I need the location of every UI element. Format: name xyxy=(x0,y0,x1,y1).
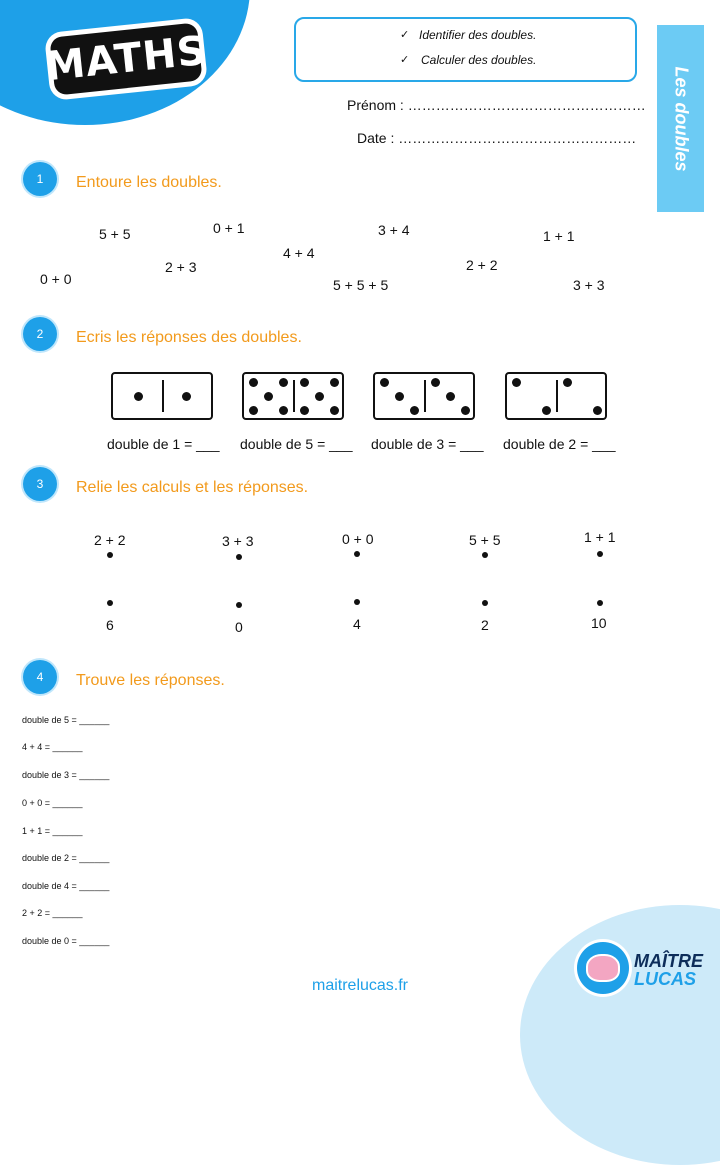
match-dot[interactable] xyxy=(236,602,242,608)
ex1-item[interactable]: 1 + 1 xyxy=(543,228,575,244)
domino-divider xyxy=(293,380,295,412)
domino-dot xyxy=(300,378,309,387)
domino-answer[interactable]: double de 5 = ___ xyxy=(240,436,353,452)
objectives-box xyxy=(294,17,637,82)
logo-line-1: MAÎTRE xyxy=(634,951,703,971)
side-tab-title: Les doubles xyxy=(671,65,691,172)
domino xyxy=(242,372,344,420)
domino-dot xyxy=(446,392,455,401)
section-title: Ecris les réponses des doubles. xyxy=(76,329,302,346)
exercise-line[interactable]: double de 5 = ______ xyxy=(22,715,110,725)
section-number: 2 xyxy=(23,317,57,351)
match-answer: 2 xyxy=(481,617,489,633)
domino xyxy=(505,372,607,420)
domino-divider xyxy=(424,380,426,412)
match-answer: 6 xyxy=(106,617,114,633)
domino-dot xyxy=(410,406,419,415)
domino-dot xyxy=(279,406,288,415)
domino-dot xyxy=(134,392,143,401)
domino-dot xyxy=(563,378,572,387)
match-answer: 10 xyxy=(591,615,607,631)
footer-site[interactable]: maitrelucas.fr xyxy=(311,977,409,994)
domino-dot xyxy=(380,378,389,387)
match-calc: 5 + 5 xyxy=(469,532,501,548)
ex1-item[interactable]: 4 + 4 xyxy=(283,245,315,261)
logo-line-2: LUCAS xyxy=(634,969,696,989)
match-dot[interactable] xyxy=(354,551,360,557)
match-dot[interactable] xyxy=(354,599,360,605)
domino-dot xyxy=(315,392,324,401)
match-dot[interactable] xyxy=(482,552,488,558)
match-dot[interactable] xyxy=(107,600,113,606)
section-number: 3 xyxy=(23,467,57,501)
exercise-line[interactable]: double de 3 = ______ xyxy=(22,770,110,780)
ex1-item[interactable]: 2 + 2 xyxy=(466,257,498,273)
exercise-line[interactable]: double de 4 = ______ xyxy=(22,881,110,891)
domino xyxy=(373,372,475,420)
objective-2: Calculer des doubles. xyxy=(421,53,537,67)
match-answer: 4 xyxy=(353,616,361,632)
maths-badge-text: MATHS xyxy=(42,27,210,91)
section-title: Relie les calculs et les réponses. xyxy=(76,479,309,496)
domino-dot xyxy=(330,406,339,415)
domino-dot xyxy=(182,392,191,401)
exercise-line[interactable]: double de 0 = ______ xyxy=(22,936,110,946)
domino-divider xyxy=(162,380,164,412)
domino-dot xyxy=(461,406,470,415)
exercise-line[interactable]: 2 + 2 = ______ xyxy=(22,908,83,918)
match-dot[interactable] xyxy=(597,551,603,557)
domino-answer[interactable]: double de 3 = ___ xyxy=(371,436,484,452)
exercise-line[interactable]: double de 2 = ______ xyxy=(22,853,110,863)
domino-dot xyxy=(395,392,404,401)
match-dot[interactable] xyxy=(482,600,488,606)
match-calc: 2 + 2 xyxy=(94,532,126,548)
section-title: Entoure les doubles. xyxy=(76,174,222,191)
check-icon: ✓ xyxy=(400,29,410,41)
match-calc: 3 + 3 xyxy=(222,533,254,549)
ex1-item[interactable]: 3 + 3 xyxy=(573,277,605,293)
date-field[interactable]: Date : …………………………………………… xyxy=(357,130,637,146)
check-icon: ✓ xyxy=(400,54,410,66)
domino-dot xyxy=(300,406,309,415)
section-title: Trouve les réponses. xyxy=(76,672,225,689)
ex1-item[interactable]: 5 + 5 xyxy=(99,226,131,242)
domino-answer[interactable]: double de 2 = ___ xyxy=(503,436,616,452)
objective-1: Identifier des doubles. xyxy=(419,28,537,42)
match-dot[interactable] xyxy=(236,554,242,560)
domino-answer[interactable]: double de 1 = ___ xyxy=(107,436,220,452)
ex1-item[interactable]: 5 + 5 + 5 xyxy=(333,277,389,293)
ex1-item[interactable]: 3 + 4 xyxy=(378,222,410,238)
domino-dot xyxy=(330,378,339,387)
domino-dot xyxy=(249,406,258,415)
exercise-line[interactable]: 0 + 0 = ______ xyxy=(22,798,83,808)
domino-dot xyxy=(542,406,551,415)
ex1-item[interactable]: 2 + 3 xyxy=(165,259,197,275)
prenom-field[interactable]: Prénom : …………………………………………… xyxy=(347,97,646,113)
ex1-item[interactable]: 0 + 0 xyxy=(40,271,72,287)
match-dot[interactable] xyxy=(107,552,113,558)
domino-dot xyxy=(249,378,258,387)
footer-blob xyxy=(520,905,720,1165)
domino-dot xyxy=(279,378,288,387)
side-tab xyxy=(657,25,704,212)
domino-dot xyxy=(512,378,521,387)
section-number: 4 xyxy=(23,660,57,694)
ex1-item[interactable]: 0 + 1 xyxy=(213,220,245,236)
exercise-line[interactable]: 4 + 4 = ______ xyxy=(22,742,83,752)
domino-dot xyxy=(264,392,273,401)
match-answer: 0 xyxy=(235,619,243,635)
domino-dot xyxy=(431,378,440,387)
domino-dot xyxy=(593,406,602,415)
exercise-line[interactable]: 1 + 1 = ______ xyxy=(22,826,83,836)
match-calc: 0 + 0 xyxy=(342,531,374,547)
match-dot[interactable] xyxy=(597,600,603,606)
match-calc: 1 + 1 xyxy=(584,529,616,545)
section-number: 1 xyxy=(23,162,57,196)
domino xyxy=(111,372,213,420)
domino-divider xyxy=(556,380,558,412)
